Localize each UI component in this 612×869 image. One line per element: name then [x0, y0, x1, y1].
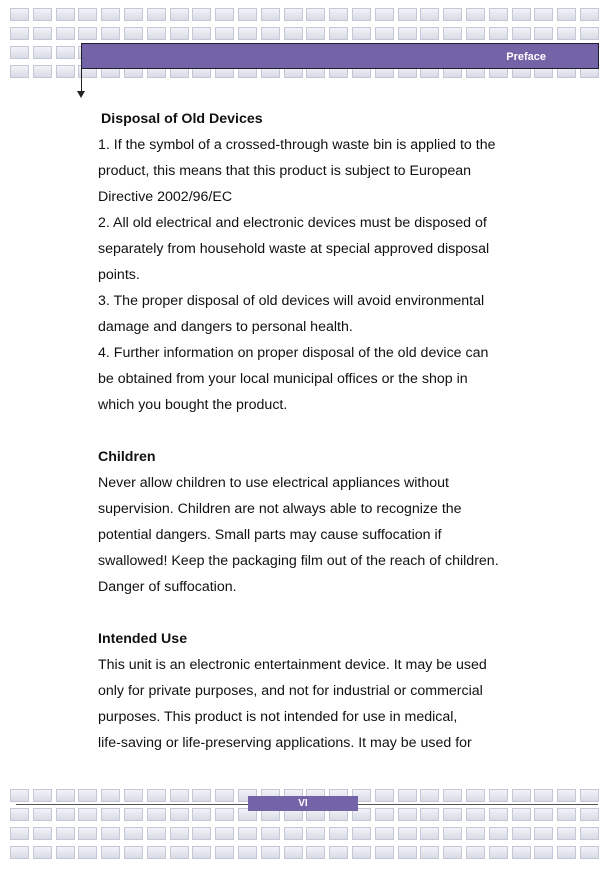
decorative-tile — [10, 46, 29, 59]
decorative-tile — [466, 827, 485, 840]
decorative-tile — [33, 846, 52, 859]
decorative-tile — [215, 27, 234, 40]
decorative-tile — [512, 808, 531, 821]
decorative-tile — [534, 789, 553, 802]
decorative-tile — [512, 8, 531, 21]
decorative-tile — [101, 827, 120, 840]
decorative-tile — [512, 846, 531, 859]
decorative-tile — [512, 789, 531, 802]
decorative-tile — [398, 827, 417, 840]
decorative-tile — [329, 846, 348, 859]
decorative-tile — [420, 846, 439, 859]
paragraph-line: This unit is an electronic entertainment device. It may be used — [98, 657, 487, 673]
decorative-tile — [124, 827, 143, 840]
decorative-tile — [10, 789, 29, 802]
decorative-tile — [329, 8, 348, 21]
decorative-tile — [329, 27, 348, 40]
decorative-tile — [580, 8, 599, 21]
decorative-tile — [466, 846, 485, 859]
decorative-tile — [398, 846, 417, 859]
section-intended-use — [98, 626, 568, 756]
decorative-tile — [398, 789, 417, 802]
decorative-tile — [443, 846, 462, 859]
decorative-tile — [124, 8, 143, 21]
paragraph-line: points. — [98, 267, 140, 283]
decorative-tile — [147, 8, 166, 21]
decorative-tile — [238, 8, 257, 21]
decorative-tile — [443, 827, 462, 840]
decorative-tile — [147, 808, 166, 821]
decorative-tile — [10, 65, 29, 78]
decorative-tile — [489, 8, 508, 21]
decorative-tile — [284, 8, 303, 21]
paragraph-line: damage and dangers to personal health. — [98, 319, 353, 335]
paragraph-line: 3. The proper disposal of old devices will avoid environmental — [98, 293, 485, 309]
decorative-tile — [466, 789, 485, 802]
header-connector-line — [81, 69, 82, 91]
decorative-tile — [512, 827, 531, 840]
paragraph-line: potential dangers. Small parts may cause suffocation if — [98, 527, 442, 543]
decorative-tile — [398, 27, 417, 40]
decorative-tile — [489, 827, 508, 840]
paragraph-line: swallowed! Keep the packaging film out of the reach of children. — [98, 553, 499, 569]
decorative-tile — [147, 789, 166, 802]
decorative-tile — [557, 27, 576, 40]
decorative-tile — [10, 8, 29, 21]
paragraph-line: Danger of suffocation. — [98, 579, 237, 595]
section-spacer — [98, 418, 568, 444]
decorative-tile — [56, 827, 75, 840]
decorative-tile — [375, 789, 394, 802]
decorative-tile — [398, 808, 417, 821]
decorative-tile — [78, 27, 97, 40]
paragraph-line: 1. If the symbol of a crossed-through waste bin is applied to the — [98, 137, 496, 153]
decorative-tile — [261, 846, 280, 859]
decorative-tile — [580, 846, 599, 859]
decorative-tile — [101, 846, 120, 859]
decorative-tile — [170, 827, 189, 840]
decorative-tile — [534, 827, 553, 840]
decorative-tile — [557, 827, 576, 840]
decorative-tile — [101, 8, 120, 21]
decorative-tile — [147, 846, 166, 859]
decorative-tile — [10, 846, 29, 859]
decorative-tile — [443, 789, 462, 802]
decorative-tile — [56, 789, 75, 802]
decorative-tile — [352, 846, 371, 859]
decorative-tile — [329, 827, 348, 840]
paragraph-line: purposes. This product is not intended for use in medical, — [98, 709, 458, 725]
paragraph-line: supervision. Children are not always able to recognize the — [98, 501, 462, 517]
decorative-tile — [557, 846, 576, 859]
decorative-tile — [489, 789, 508, 802]
decorative-tile — [192, 27, 211, 40]
decorative-tile — [534, 846, 553, 859]
decorative-tile — [10, 808, 29, 821]
decorative-tile — [398, 8, 417, 21]
decorative-tile — [78, 808, 97, 821]
paragraph-line: Directive 2002/96/EC — [98, 189, 233, 205]
decorative-tile — [443, 8, 462, 21]
decorative-tile — [420, 827, 439, 840]
decorative-tile — [56, 846, 75, 859]
header-bar — [81, 43, 599, 69]
decorative-tile — [261, 27, 280, 40]
decorative-tile — [10, 27, 29, 40]
decorative-tile — [534, 27, 553, 40]
decorative-tile — [375, 827, 394, 840]
decorative-tile — [33, 65, 52, 78]
decorative-tile — [238, 827, 257, 840]
decorative-tile — [170, 27, 189, 40]
decorative-tile — [557, 8, 576, 21]
decorative-tile — [306, 8, 325, 21]
decorative-tile — [420, 27, 439, 40]
decorative-tile — [101, 808, 120, 821]
decorative-tile — [192, 8, 211, 21]
decorative-tile — [33, 27, 52, 40]
decorative-tile — [78, 8, 97, 21]
decorative-tile — [101, 789, 120, 802]
page-content — [98, 106, 568, 756]
decorative-tile — [192, 846, 211, 859]
decorative-tile — [192, 789, 211, 802]
decorative-tile — [375, 8, 394, 21]
decorative-tile — [489, 808, 508, 821]
decorative-tile — [375, 808, 394, 821]
paragraph-line: only for private purposes, and not for industrial or commercial — [98, 683, 483, 699]
decorative-tile — [306, 846, 325, 859]
decorative-tile — [352, 827, 371, 840]
section-heading: Intended Use — [98, 631, 188, 647]
section-disposal — [98, 106, 568, 418]
decorative-tile — [215, 808, 234, 821]
paragraph-line: 4. Further information on proper disposal of the old device can — [98, 345, 489, 361]
header-title: Preface — [506, 51, 546, 63]
decorative-tile — [215, 8, 234, 21]
decorative-tile — [147, 27, 166, 40]
decorative-tile — [261, 8, 280, 21]
decorative-tile — [78, 789, 97, 802]
decorative-tile — [170, 808, 189, 821]
decorative-tile — [33, 8, 52, 21]
decorative-tile — [284, 27, 303, 40]
decorative-tile — [56, 27, 75, 40]
decorative-tile — [580, 827, 599, 840]
decorative-tile — [443, 27, 462, 40]
decorative-tile — [466, 27, 485, 40]
section-spacer — [98, 600, 568, 626]
decorative-tile — [466, 8, 485, 21]
decorative-tile — [170, 846, 189, 859]
decorative-tile — [215, 846, 234, 859]
decorative-tile — [306, 27, 325, 40]
decorative-tile — [10, 827, 29, 840]
decorative-tile — [33, 827, 52, 840]
decorative-tile — [78, 827, 97, 840]
decorative-tile — [352, 8, 371, 21]
decorative-tile — [238, 27, 257, 40]
arrow-down-icon — [77, 91, 85, 98]
decorative-tile — [124, 808, 143, 821]
paragraph-line: be obtained from your local municipal offices or the shop in — [98, 371, 468, 387]
decorative-tile — [33, 46, 52, 59]
decorative-tile — [284, 827, 303, 840]
decorative-tile — [56, 808, 75, 821]
decorative-tile — [238, 846, 257, 859]
decorative-tile — [557, 808, 576, 821]
decorative-tile — [466, 808, 485, 821]
decorative-tile — [33, 789, 52, 802]
paragraph-line: 2. All old electrical and electronic devices must be disposed of — [98, 215, 487, 231]
decorative-tile — [375, 27, 394, 40]
decorative-tile — [580, 789, 599, 802]
decorative-tile — [124, 27, 143, 40]
section-heading: Disposal of Old Devices — [101, 111, 263, 127]
decorative-tile — [352, 27, 371, 40]
decorative-tile — [489, 846, 508, 859]
section-heading: Children — [98, 449, 156, 465]
decorative-tile — [489, 27, 508, 40]
decorative-tile — [375, 846, 394, 859]
paragraph-line: separately from household waste at special approved disposal — [98, 241, 490, 257]
decorative-tile — [443, 808, 462, 821]
decorative-tile — [192, 808, 211, 821]
decorative-tile — [56, 8, 75, 21]
decorative-tile — [557, 789, 576, 802]
decorative-tile — [170, 8, 189, 21]
decorative-tile — [56, 46, 75, 59]
decorative-tile — [147, 827, 166, 840]
decorative-tile — [192, 827, 211, 840]
section-children — [98, 444, 568, 600]
decorative-tile — [420, 789, 439, 802]
paragraph-line: Never allow children to use electrical appliances without — [98, 475, 449, 491]
decorative-tile — [124, 789, 143, 802]
paragraph-line: life-saving or life-preserving applications. It may be used for — [98, 735, 472, 751]
page-number-badge: VI — [248, 796, 358, 811]
decorative-tile — [33, 808, 52, 821]
decorative-tile — [78, 846, 97, 859]
decorative-tile — [420, 808, 439, 821]
decorative-tile — [215, 789, 234, 802]
paragraph-line: which you bought the product. — [98, 397, 288, 413]
decorative-tile — [215, 827, 234, 840]
decorative-tile — [534, 808, 553, 821]
decorative-tile — [101, 27, 120, 40]
decorative-tile — [284, 846, 303, 859]
decorative-tile — [306, 827, 325, 840]
decorative-tile — [124, 846, 143, 859]
decorative-tile — [580, 27, 599, 40]
decorative-tile — [170, 789, 189, 802]
decorative-tile — [420, 8, 439, 21]
paragraph-line: product, this means that this product is subject to European — [98, 163, 472, 179]
decorative-tile — [261, 827, 280, 840]
decorative-tile — [580, 808, 599, 821]
decorative-tile — [56, 65, 75, 78]
decorative-tile — [534, 8, 553, 21]
decorative-tile — [512, 27, 531, 40]
